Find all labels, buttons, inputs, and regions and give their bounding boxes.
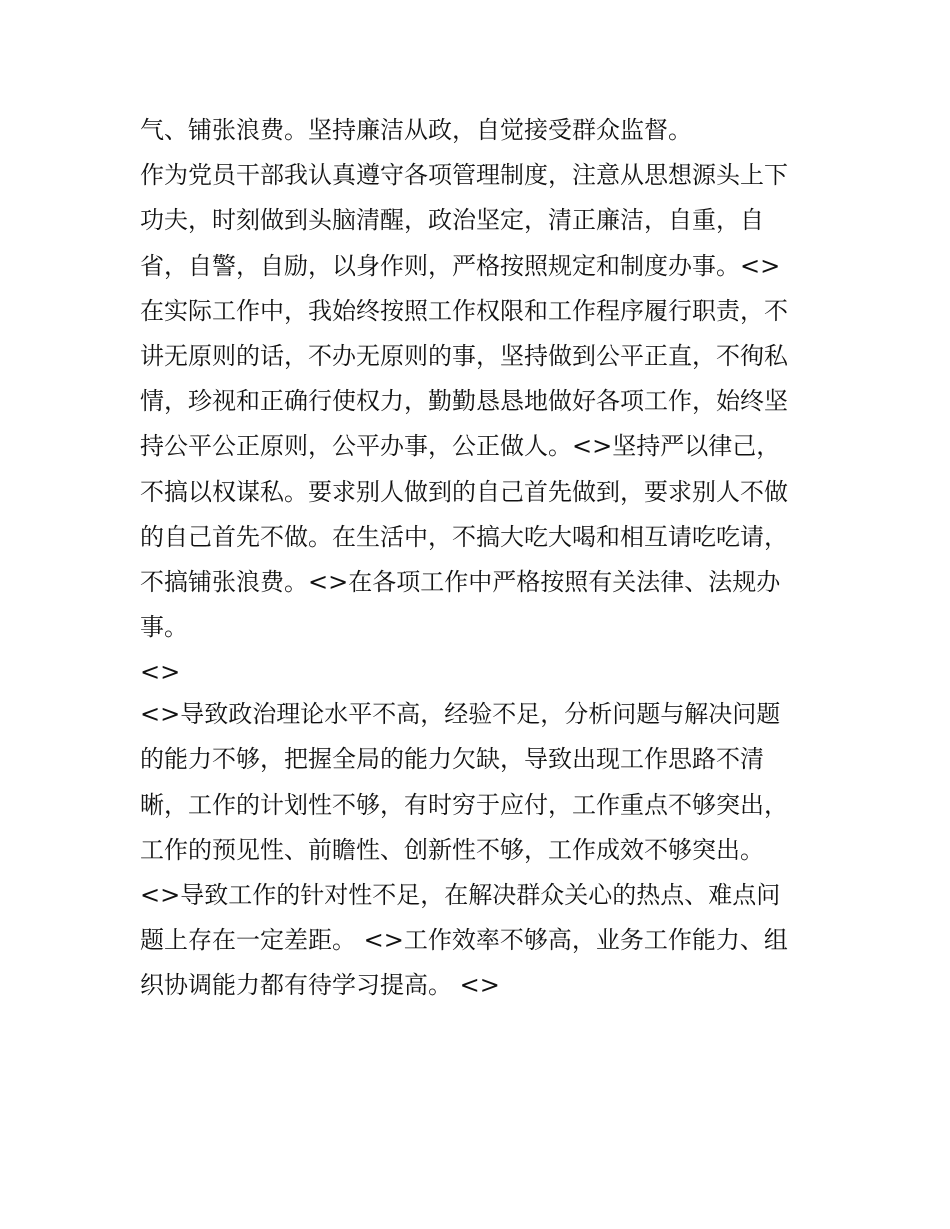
text-line: 情，珍视和正确行使权力，勤勤恳恳地做好各项工作，始终坚 [140, 387, 788, 416]
text-line: 不搞铺张浪费。<>在各项工作中严格按照有关法律、法规办 [140, 567, 781, 596]
text-line: 晰，工作的计划性不够，有时穷于应付，工作重点不够突出， [140, 790, 788, 819]
text-line: 省，自警，自励，以身作则，严格按照规定和制度办事。<> [140, 251, 781, 280]
text-line: <>导致政治理论水平不高，经验不足，分析问题与解决问题 [140, 700, 781, 729]
text-line: 气、铺张浪费。坚持廉洁从政，自觉接受群众监督。 [140, 116, 692, 144]
text-line: 工作的预见性、前瞻性、创新性不够，工作成效不够突出。 [140, 835, 764, 864]
text-line: 的能力不够，把握全局的能力欠缺，导致出现工作思路不清 [140, 745, 764, 774]
text-line: 事。 [140, 613, 188, 642]
text-line: 织协调能力都有待学习提高。 <> [140, 971, 500, 1000]
text-line: <>导致工作的针对性不足，在解决群众关心的热点、难点问 [140, 881, 781, 909]
text-line: 功夫，时刻做到头脑清醒，政治坚定，清正廉洁，自重，自 [140, 206, 764, 235]
text-line: 作为党员干部我认真遵守各项管理制度，注意从思想源头上下 [140, 161, 788, 190]
text-line: 的自己首先不做。在生活中，不搞大吃大喝和相互请吃吃请， [140, 522, 788, 551]
text-line: 讲无原则的话，不办无原则的事，坚持做到公平正直，不徇私 [140, 341, 788, 370]
text-line: 持公平公正原则，公平办事，公正做人。<>坚持严以律己， [140, 432, 781, 461]
text-line: 在实际工作中，我始终按照工作权限和工作程序履行职责，不 [140, 296, 788, 325]
body-text [140, 108, 820, 1009]
text-line: 题上存在一定差距。 <>工作效率不够高，业务工作能力、组 [140, 926, 788, 955]
text-line: <> [140, 658, 181, 687]
text-line: 不搞以权谋私。要求别人做到的自己首先做到，要求别人不做 [140, 477, 788, 506]
